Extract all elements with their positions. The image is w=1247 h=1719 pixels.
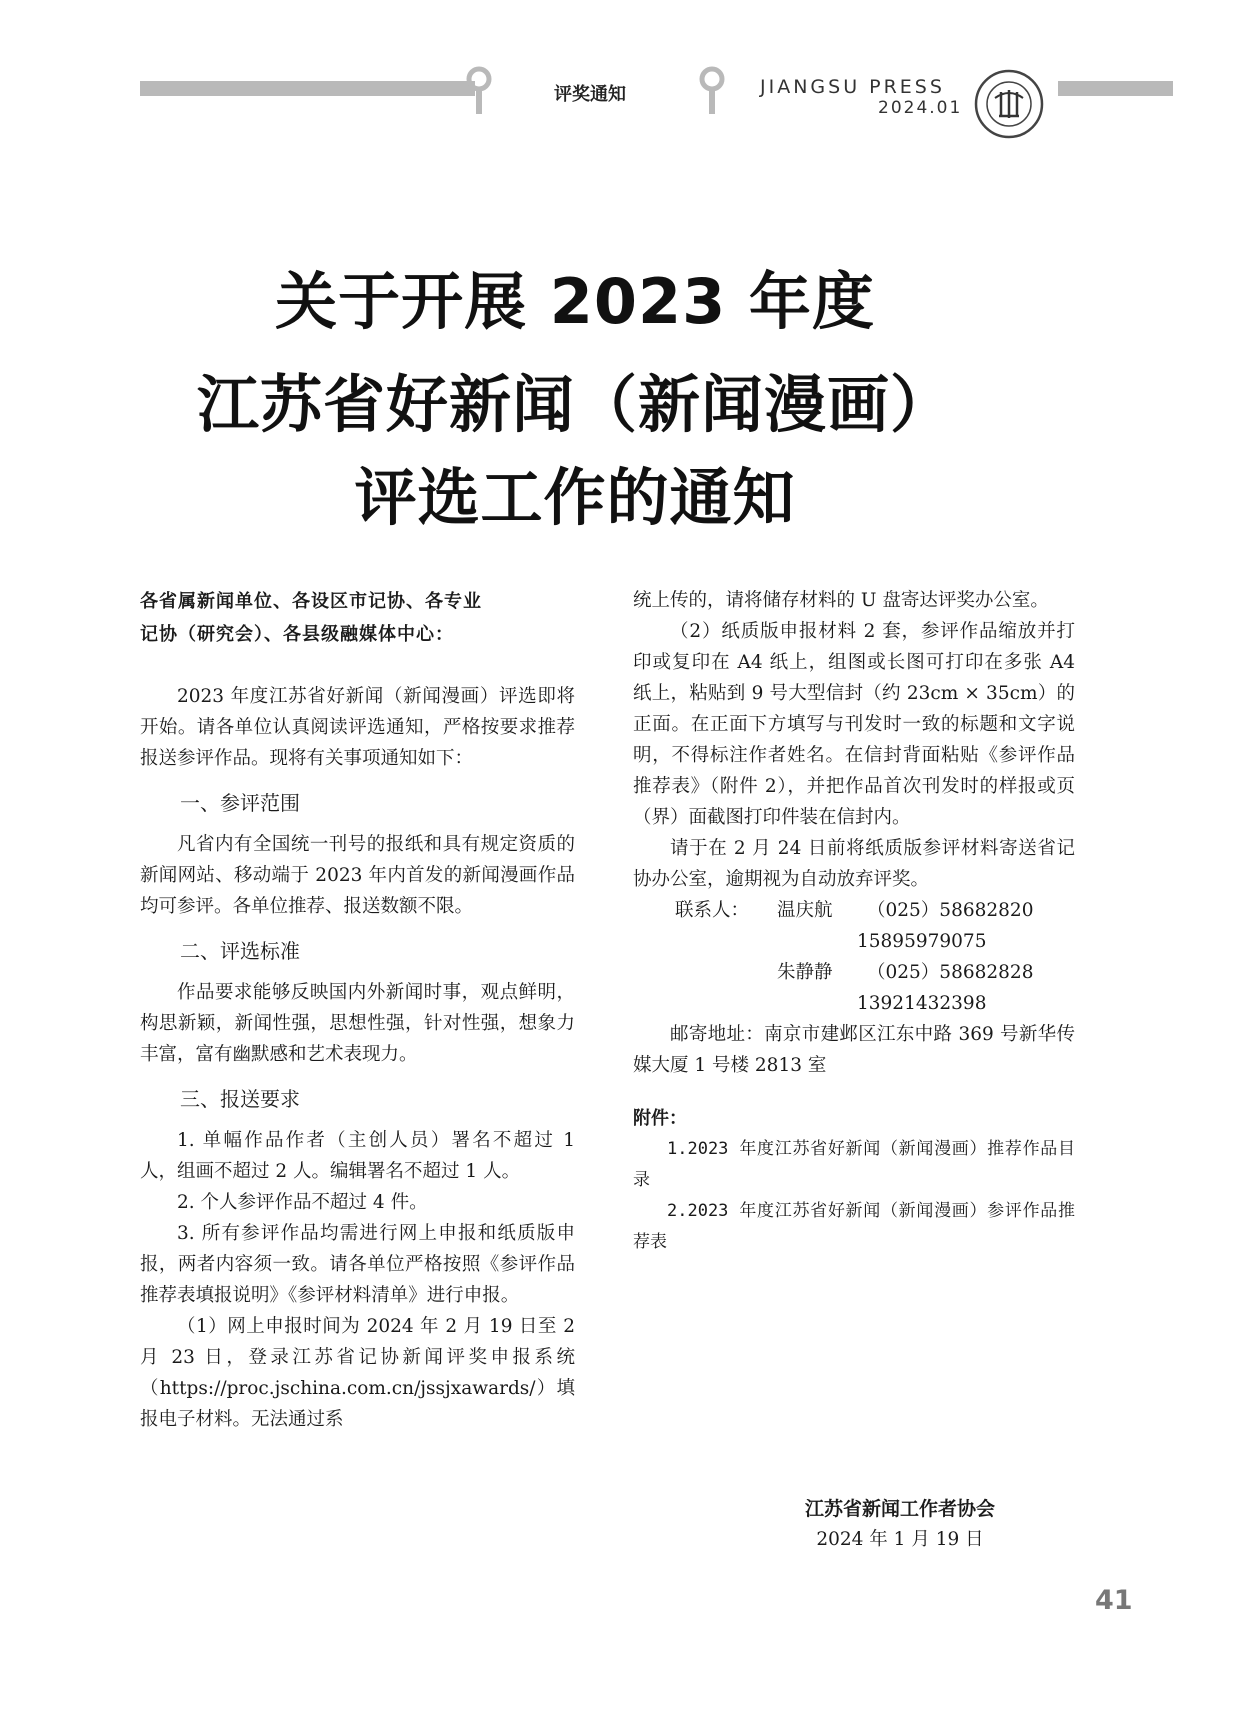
section-heading-scope: 一、参评范围 — [180, 791, 300, 815]
contact-row-2 — [633, 957, 1075, 988]
requirement-3: 3. 所有参评作品均需进行网上申报和纸质版申报，两者内容须一致。请各单位严格按照《参评作品推荐表填报说明》《参评材料清单》进行申报。 — [140, 1223, 575, 1306]
section-tag: 评奖通知 — [554, 84, 626, 105]
requirement-2: 2. 个人参评作品不超过 4 件。 — [177, 1192, 428, 1213]
issue-number: 2024.01 — [878, 98, 963, 118]
addressee-line-2: 记协（研究会）、各县级融媒体中心： — [140, 624, 454, 645]
requirement-1: 1. 单幅作品作者（主创人员）署名不超过 1 人，组画不超过 2 人。编辑署名不超过 1 人。 — [140, 1130, 575, 1182]
map-pin-icon — [699, 66, 725, 116]
map-pin-icon — [466, 66, 492, 116]
contact-phone: （025）58682820 — [867, 900, 1034, 921]
left-column — [140, 585, 575, 1435]
attachments-heading: 附件： — [633, 1108, 687, 1129]
section-heading-requirements: 三、报送要求 — [180, 1087, 300, 1111]
requirement-online-continued: 统上传的，请将储存材料的 U 盘寄达评奖办公室。 — [633, 590, 1049, 611]
contact-label: 联系人： — [675, 900, 750, 921]
contact-row-1 — [633, 895, 1075, 926]
signature-date: 2024 年 1 月 19 日 — [816, 1529, 984, 1550]
header-bar-left — [140, 81, 475, 96]
attachment-2: 2.2023 年度江苏省好新闻（新闻漫画）参评作品推荐表 — [633, 1201, 1075, 1252]
title-line-1: 关于开展 2023 年度 — [275, 265, 875, 338]
contact-name: 温庆航 — [777, 900, 833, 921]
contact-mobile: 15895979075 — [857, 931, 987, 952]
page-number: 41 — [1095, 1585, 1133, 1616]
contact-name: 朱静静 — [777, 962, 833, 983]
attachment-1: 1.2023 年度江苏省好新闻（新闻漫画）推荐作品目录 — [633, 1139, 1075, 1190]
criteria-paragraph: 作品要求能够反映国内外新闻时事，观点鲜明，构思新颖，新闻性强，思想性强，针对性强，想象力丰富，富有幽默感和艺术表现力。 — [140, 982, 575, 1065]
section-heading-criteria: 二、评选标准 — [180, 939, 300, 963]
scope-paragraph: 凡省内有全国统一刊号的报纸和具有规定资质的新闻网站、移动端于 2023 年内首发的新闻漫画作品均可参评。各单位推荐、报送数额不限。 — [140, 834, 575, 917]
deadline-paragraph: 请于在 2 月 24 日前将纸质版参评材料寄送省记协办公室，逾期视为自动放弃评奖。 — [633, 838, 1075, 890]
mailing-address: 邮寄地址：南京市建邺区江东中路 369 号新华传媒大厦 1 号楼 2813 室 — [633, 1024, 1075, 1076]
signature-organization: 江苏省新闻工作者协会 — [804, 1498, 995, 1520]
title-line-3: 评选工作的通知 — [354, 461, 796, 534]
association-logo-icon — [973, 68, 1045, 140]
header-bar-right — [1058, 81, 1173, 96]
intro-paragraph: 2023 年度江苏省好新闻（新闻漫画）评选即将开始。请各单位认真阅读评选通知，严格按要求推荐报送参评作品。现将有关事项通知如下： — [140, 686, 575, 769]
title-line-2: 江苏省好新闻（新闻漫画） — [196, 368, 953, 441]
contact-phone: （025）58682828 — [867, 962, 1034, 983]
addressee-line-1: 各省属新闻单位、各设区市记协、各专业 — [140, 591, 482, 612]
press-name: JIANGSU PRESS — [760, 76, 945, 98]
right-column — [633, 585, 1075, 1258]
contact-mobile: 13921432398 — [857, 993, 987, 1014]
requirement-paper: （2）纸质版申报材料 2 套，参评作品缩放并打印或复印在 A4 纸上，组图或长图可打印在多张 A4 纸上，粘贴到 9 号大型信封（约 23cm × 35cm）的正面。在正面下方填写与刊发时一致的标题和文字说明，不得标注作者姓名。在信封背面粘贴《参评作品推荐表》（附件 2），并把作品首次刊发时的样报或页（界）面截图打印件装在信封内。 — [633, 621, 1075, 828]
requirement-online: （1）网上申报时间为 2024 年 2 月 19 日至 2 月 23 日，登录江苏省记协新闻评奖申报系统（https://proc.jschina.com.cn/jssjxawards/）填报电子材料。无法通过系 — [140, 1316, 575, 1430]
